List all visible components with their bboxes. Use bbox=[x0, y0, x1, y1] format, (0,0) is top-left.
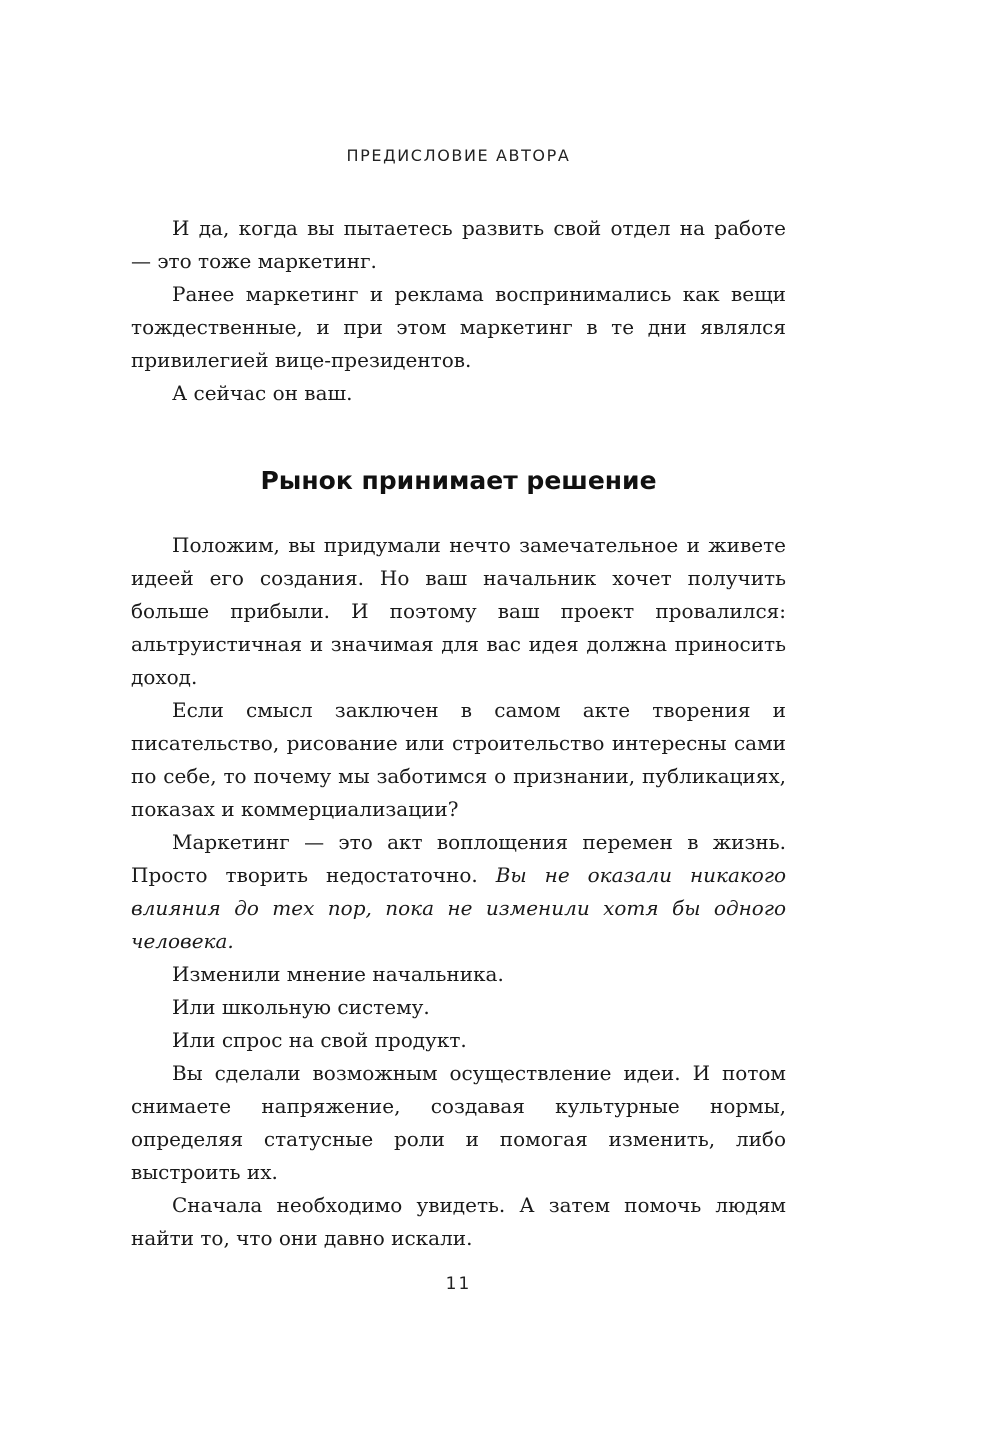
paragraph: Сначала необходимо увидеть. А затем помочь людям найти то, что они давно искали. bbox=[131, 1193, 786, 1250]
marketing-paragraph bbox=[131, 826, 786, 958]
paragraph: Ранее маркетинг и реклама воспринимались как вещи тождественные, и при этом маркетинг в те дни являлся привилегией вице-президентов. bbox=[131, 282, 786, 372]
short-line: Или школьную систему. bbox=[172, 995, 430, 1019]
paragraph: Вы сделали возможным осуществление идеи. И потом снимаете напряжение, создавая культурные нормы, определяя статусные роли и помогая изменить, либо выстроить их. bbox=[131, 1061, 786, 1184]
running-head: ПРЕДИСЛОВИЕ АВТОРА bbox=[346, 146, 571, 165]
plain-text: Маркетинг — это акт воплощения перемен в жизнь. Просто творить недостаточно. bbox=[131, 830, 786, 887]
short-line: Изменили мнение начальника. bbox=[172, 962, 504, 986]
paragraph: Положим, вы придумали нечто замечательное и живете идеей его создания. Но ваш начальник хочет получить больше прибыли. И поэтому ваш проект провалился: альтруистичная и значимая для вас идея должна приносить доход. bbox=[131, 533, 786, 689]
section-heading: Рынок принимает решение bbox=[260, 466, 657, 495]
page-number: 11 bbox=[445, 1274, 472, 1294]
paragraph: И да, когда вы пытаетесь развить свой отдел на работе — это тоже маркетинг. bbox=[131, 216, 786, 273]
section-body bbox=[131, 529, 786, 1255]
italic-emphasis: Вы не оказали никакого влияния до тех пор, пока не изменили хотя бы одного человека. bbox=[131, 863, 786, 953]
short-line: Или спрос на свой продукт. bbox=[172, 1028, 467, 1052]
intro-text bbox=[131, 212, 786, 410]
paragraph: А сейчас он ваш. bbox=[172, 381, 353, 405]
paragraph: Если смысл заключен в самом акте творения и писательство, рисование или строительство интересны сами по себе, то почему мы заботимся о признании, публикациях, показах и коммерциализации? bbox=[131, 698, 786, 821]
